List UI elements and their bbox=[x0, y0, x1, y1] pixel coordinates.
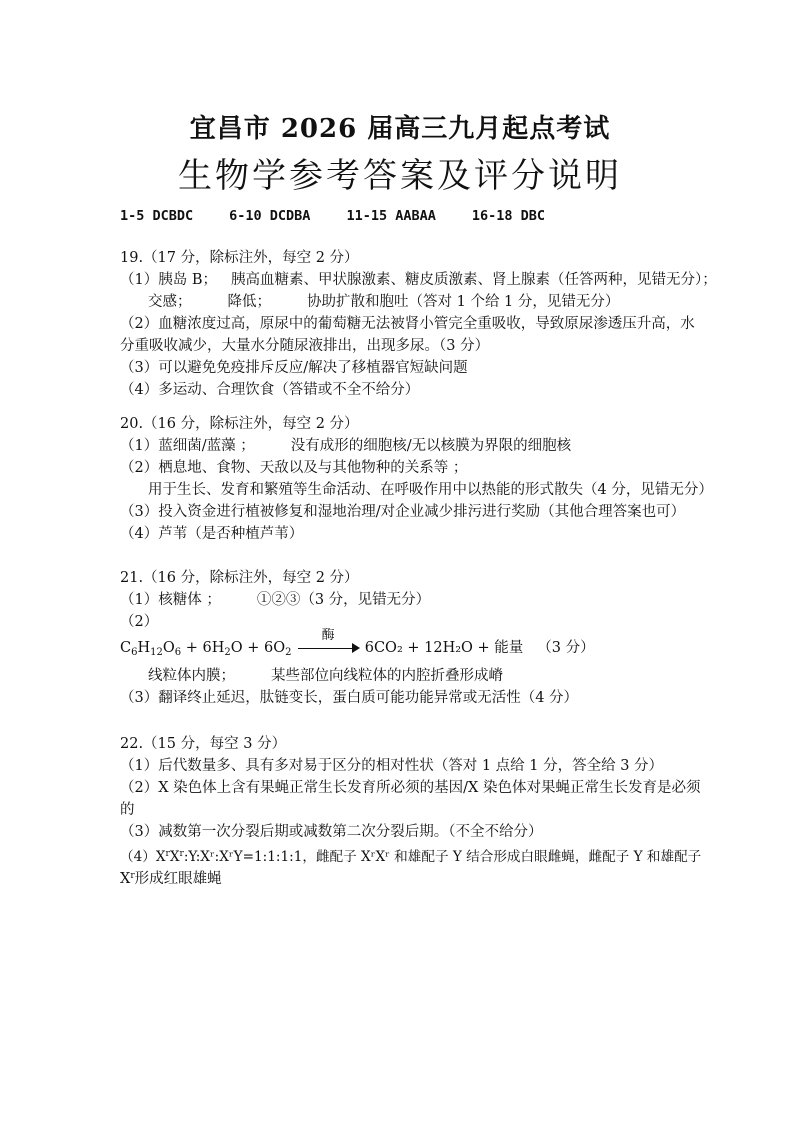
q22-header: 22.（15 分，每空 3 分） bbox=[120, 736, 287, 752]
q19-line-5: （3）可以避免免疫排斥反应/解决了移植器官短缺问题 bbox=[120, 360, 468, 376]
respiration-equation bbox=[120, 628, 595, 663]
q21-2-answer-b: 某些部位向线粒体的内腔折叠形成嵴 bbox=[271, 668, 503, 684]
q19-line-3: （2）血糖浓度过高，原尿中的葡萄糖无法被肾小管完全重吸收，导致原尿渗透压升高，水 bbox=[120, 316, 695, 332]
equation-lhs: $C_6H_{12}O_6 + 6H_2O + 6O_2$ bbox=[120, 640, 292, 658]
q20-line-1 bbox=[120, 436, 571, 456]
exam-title: 宜昌市 2026 届高三九月起点考试 bbox=[189, 114, 611, 144]
q20-1-answer-b: 没有成形的细胞核/无以核膜为界限的细胞核 bbox=[290, 438, 572, 454]
choice-group-4: 16-18 DBC bbox=[471, 208, 545, 224]
choice-answers bbox=[120, 206, 545, 226]
q22-line-4: （3）减数第一次分裂后期或减数第二次分裂后期。（不全不给分） bbox=[120, 824, 543, 840]
q21-line-5: （3）翻译终止延迟，肽链变长，蛋白质可能功能异常或无活性（4 分） bbox=[120, 690, 579, 706]
equation-score: （3 分） bbox=[537, 640, 595, 656]
q19-line-1 bbox=[120, 270, 717, 290]
q22-line-5: $(4)X^rX^r:Y:Xʳ:XʳY=1:1:1:1$，雌配子 XʳXʳ 和雄配子 Y 结合形成白眼雌蝇，雌配子 Y 和雄配子 bbox=[120, 849, 702, 865]
q19-header: 19.（17 分，除标注外，每空 2 分） bbox=[120, 250, 359, 266]
q19-line-6: （4）多运动、合理饮食（答错或不全不给分） bbox=[120, 382, 420, 398]
q20-line-4: （3）投入资金进行植被修复和湿地治理/对企业减少排污进行奖励（其他合理答案也可） bbox=[120, 504, 686, 520]
equation-rhs: 6CO₂ + 12H₂O + 能量 bbox=[364, 640, 524, 656]
q19-line-4: 分重吸收减少，大量水分随尿液排出，出现多尿。（3 分） bbox=[120, 338, 490, 354]
reaction-arrow bbox=[296, 628, 360, 658]
q19-1-answer-c: 交感； bbox=[148, 294, 192, 310]
q20-line-3: 用于生长、发育和繁殖等生命活动、在呼吸作用中以热能的形式散失（4 分，见错无分） bbox=[148, 482, 713, 498]
q20-line-2: （2）栖息地、食物、天敌以及与其他物种的关系等 ； bbox=[120, 460, 468, 476]
q22-line-2: （2）X 染色体上含有果蝇正常生长发育所必须的基因/X 染色体对果蝇正常生长发育是必须 bbox=[120, 780, 701, 796]
q22-line-3: 的 bbox=[120, 802, 135, 818]
enzyme-label: 酶 bbox=[321, 628, 335, 643]
q19-1-answer-e: 协助扩散和胞吐（答对 1 个给 1 分，见错无分） bbox=[307, 294, 620, 310]
choice-group-2: 6-10 DCDBA bbox=[229, 208, 311, 224]
q21-1-answer-a: （1）核糖体 ； bbox=[120, 592, 221, 608]
answer-sheet-title: 生物学参考答案及评分说明 bbox=[178, 156, 622, 196]
q19-line-2 bbox=[148, 292, 619, 312]
q20-1-answer-a: （1）蓝细菌/蓝藻 ； bbox=[120, 438, 255, 454]
q20-line-5: （4）芦苇（是否种植芦苇） bbox=[120, 526, 304, 542]
q22-line-1: （1）后代数量多、具有多对易于区分的相对性状（答对 1 点给 1 分，答全给 3 分） bbox=[120, 758, 664, 774]
q22-4-answer-cont: 形成红眼雄蝇 bbox=[134, 871, 222, 887]
q19-1-answer-d: 降低； bbox=[227, 294, 271, 310]
q22-line-6: $X^r$形成红眼雄蝇 bbox=[120, 871, 222, 887]
q21-line-2: （2） bbox=[120, 614, 159, 630]
q22-4-answer: :Y:Xʳ:XʳY=1:1:1:1，雌配子 XʳXʳ 和雄配子 Y 结合形成白眼雌蝇，雌配子 Y 和雄配子 bbox=[183, 849, 702, 865]
choice-group-1: 1-5 DCBDC bbox=[120, 208, 194, 224]
q21-header: 21.（16 分，除标注外，每空 2 分） bbox=[120, 570, 359, 586]
q19-1-answer-b: 胰高血糖素、甲状腺激素、糖皮质激素、肾上腺素（任答两种，见错无分）； bbox=[231, 272, 717, 288]
q21-line-1 bbox=[120, 590, 430, 610]
choice-group-3: 11-15 AABAA bbox=[346, 208, 436, 224]
q21-2-answer-a: 线粒体内膜； bbox=[148, 668, 235, 684]
q21-1-answer-b: ①②③（3 分，见错无分） bbox=[256, 592, 431, 608]
q19-1-answer-a: （1）胰岛 B； bbox=[120, 272, 217, 288]
q20-header: 20.（16 分，除标注外，每空 2 分） bbox=[120, 416, 359, 432]
q21-line-4 bbox=[148, 666, 503, 686]
